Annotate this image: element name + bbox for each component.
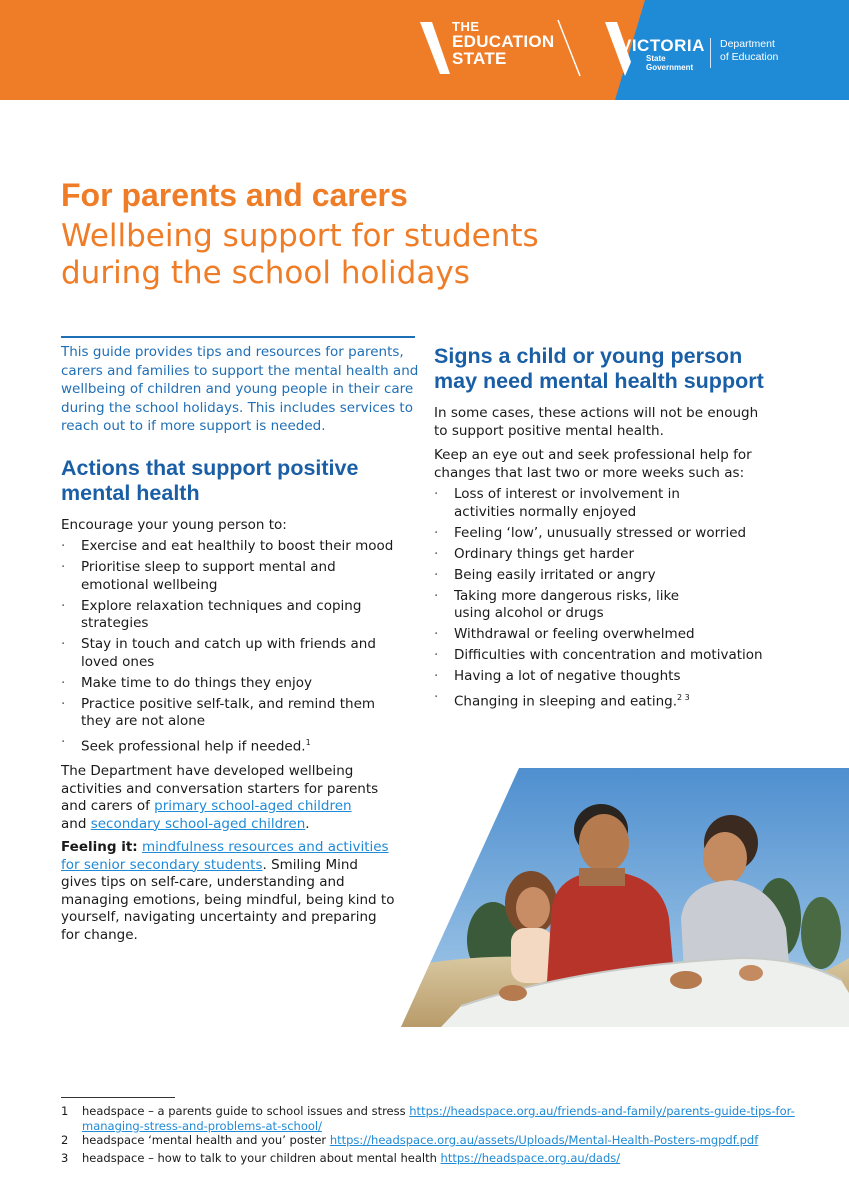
footnote-body xyxy=(61,1151,801,1166)
footnote-2 xyxy=(61,1133,801,1148)
list-item: · Ordinary things get harder xyxy=(434,546,794,564)
feeling-it-text: . Smiling Mind gives tips on self-care, understanding and managing emotions, being mindful, being kind to yourself, navigating uncertainty and preparing for change. xyxy=(61,856,395,943)
list-item: · Feeling ‘low’, unusually stressed or worried xyxy=(434,525,794,543)
actions-heading xyxy=(61,456,411,506)
list-item: · Having a lot of negative thoughts xyxy=(434,668,794,686)
state-government-label xyxy=(646,54,693,72)
edu-logo-education: EDUCATION xyxy=(452,32,555,51)
feeling-it-label: Feeling it: xyxy=(61,839,138,855)
footnote-text: headspace – how to talk to your children about mental health xyxy=(82,1151,441,1165)
footnote-body xyxy=(61,1104,801,1133)
vic-sub-state: State xyxy=(646,54,666,63)
actions-lead: Encourage your young person to: xyxy=(61,517,287,533)
footnote-link[interactable]: https://headspace.org.au/assets/Uploads/Mental-Health-Posters-mgpdf.pdf xyxy=(329,1133,759,1147)
signs-paragraph-1: In some cases, these actions will not be enough to support positive mental health. xyxy=(434,405,759,439)
victoria-logo: VICTORIA xyxy=(620,36,705,55)
family-photo xyxy=(401,768,849,1027)
signs-heading-line2: may need mental health support xyxy=(434,369,764,393)
subtitle-line2: during the school holidays xyxy=(61,255,470,291)
family-photo-illustration xyxy=(401,768,849,1027)
footnote-link[interactable]: https://headspace.org.au/friends-and-family/parents-guide-tips-for-managing-stress-and-problems-at-school/ xyxy=(82,1104,795,1133)
list-item-text: Prioritise sleep to support mental and emotional wellbeing xyxy=(81,559,336,593)
page-title: For parents and carers xyxy=(61,177,408,213)
footnote-text: headspace – a parents guide to school issues and stress xyxy=(82,1104,410,1118)
footnote-number: 3 xyxy=(61,1151,69,1165)
intro-paragraph: This guide provides tips and resources for parents, carers and families to support the mental health and wellbeing of children and young people in their care during the school holidays. This includes services to reach out to if more support is needed. xyxy=(61,344,419,434)
list-item: · Exercise and eat healthily to boost their mood xyxy=(61,538,406,556)
dept-line2: of Education xyxy=(720,50,779,63)
department-paragraph xyxy=(61,763,391,833)
footnote-text: headspace ‘mental health and you’ poster xyxy=(82,1133,330,1147)
list-item xyxy=(61,734,406,756)
dept-text-1: The Department have developed wellbeing activities and conversation starters for parents and carers of xyxy=(61,763,379,814)
list-item: · Withdrawal or feeling overwhelmed xyxy=(434,626,794,644)
list-item: · Being easily irritated or angry xyxy=(434,567,794,585)
signs-heading xyxy=(434,344,834,394)
signs-heading-line1: Signs a child or young person xyxy=(434,344,743,368)
footnote-3 xyxy=(61,1151,801,1166)
signs-list xyxy=(434,486,794,715)
list-item: · Taking more dangerous risks, like using alcohol or drugs xyxy=(434,588,794,623)
dept-line1: Department xyxy=(720,38,775,50)
header-banner xyxy=(0,0,849,100)
list-item: · Loss of interest or involvement in activities normally enjoyed xyxy=(434,486,794,521)
footnote-number: 2 xyxy=(61,1133,69,1147)
list-item: · Make time to do things they enjoy xyxy=(61,675,406,693)
logo-divider xyxy=(710,38,711,68)
vic-sub-government: Government xyxy=(646,63,694,73)
list-item xyxy=(434,689,794,711)
list-item: · Practice positive self-talk, and remind them they are not alone xyxy=(61,696,406,731)
dept-text-3: . xyxy=(305,815,310,832)
footnote-rule xyxy=(61,1097,175,1098)
footnote-ref: 2 3 xyxy=(677,693,690,702)
intro-rule xyxy=(61,336,415,338)
footnote-number: 1 xyxy=(61,1104,69,1118)
actions-heading-line2: mental health xyxy=(61,481,200,505)
education-state-logo xyxy=(452,20,555,67)
footnote-ref: 1 xyxy=(305,738,311,747)
list-item: · Explore relaxation techniques and coping strategies xyxy=(61,598,406,633)
dept-text-2: and xyxy=(61,815,91,832)
actions-list xyxy=(61,538,406,760)
list-item-text: Seek professional help if needed. xyxy=(81,738,306,755)
mindfulness-resources-link[interactable]: mindfulness resources and activities for senior secondary students xyxy=(61,839,389,873)
footnote-body xyxy=(61,1133,801,1148)
footnote-link[interactable]: https://headspace.org.au/dads/ xyxy=(440,1151,621,1165)
list-item xyxy=(61,559,406,594)
list-item: · Difficulties with concentration and motivation xyxy=(434,647,794,665)
edu-logo-state: STATE xyxy=(452,49,507,68)
secondary-school-link[interactable]: secondary school-aged children xyxy=(90,815,306,832)
list-item: · Stay in touch and catch up with friends and loved ones xyxy=(61,636,406,671)
subtitle-line1: Wellbeing support for students xyxy=(61,218,539,254)
list-item-text: Changing in sleeping and eating. xyxy=(454,693,678,710)
feeling-it-paragraph xyxy=(61,839,396,944)
signs-paragraph-2: Keep an eye out and seek professional help for changes that last two or more weeks such as: xyxy=(434,447,752,481)
page-subtitle xyxy=(61,218,621,292)
department-label xyxy=(720,38,778,63)
footnote-1 xyxy=(61,1104,801,1133)
actions-heading-line1: Actions that support positive xyxy=(61,456,359,480)
edu-logo-the: THE xyxy=(452,19,480,34)
primary-school-link[interactable]: primary school-aged children xyxy=(154,798,352,814)
